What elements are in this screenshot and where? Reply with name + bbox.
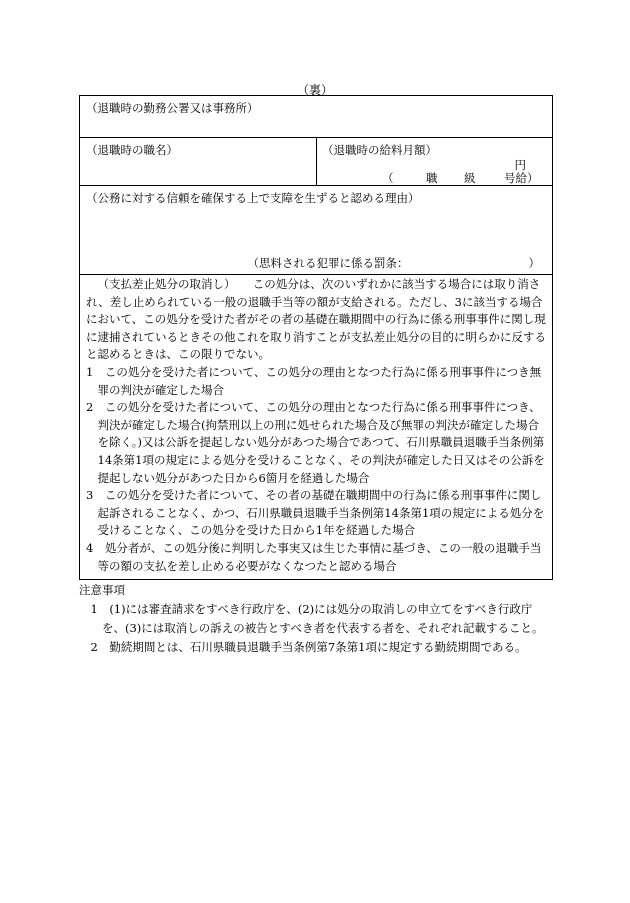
salary-label: （退職時の給料月額） (322, 143, 437, 157)
grade-gou: 号給） (504, 171, 539, 185)
workplace-row (80, 96, 552, 138)
position-salary-row (80, 138, 552, 186)
position-label: （退職時の職名） (86, 143, 178, 157)
notes-section (79, 581, 553, 657)
note-item: 2 勤続期間とは、石川県職員退職手当条例第7条第1項に規定する勤続期間である。 (90, 640, 527, 654)
crime-label: （思料される犯罪に係る罰条： (247, 256, 409, 270)
cancel-paragraph: （支払差止処分の取消し） この処分は、次のいずれかに該当する場合には取り消され、差し止められている一般の退職手当等の額が支給される。ただし、3に該当する場合において、この処分を受けた者がその者の基礎在職期間中の行為に係る刑事事件に関し現に逮捕されているときその他これを取り消すことが支払差止処分の目的に明らかに反すると認めるときは、この限りでない。 (86, 277, 546, 362)
note-item: 1 (1)には審査請求をすべき行政庁を、(2)には処分の取消しの申立てをすべき行政庁を、(3)には取消しの訴えの被告とすべき者を代表する者を、それぞれ記載すること。 (90, 602, 544, 635)
reason-label: （公務に対する信頼を確保する上で支障を生ずると認める理由） (86, 191, 420, 205)
crime-close: ） (528, 256, 540, 270)
workplace-label: （退職時の勤務公署又は事務所） (86, 101, 259, 115)
reason-row (80, 186, 552, 275)
condition-item: 1 この処分を受けた者について、この処分の理由となつた行為に係る刑事事件につき無罪の判決が確定した場合 (86, 364, 542, 397)
form-table (79, 95, 553, 580)
cancel-conditions (86, 276, 546, 575)
grade-open: （ (382, 171, 394, 185)
crime-clause (248, 255, 541, 271)
condition-item: 4 処分者が、この処分後に判明した事実又は生じた事情に基づき、この一般の退職手当等の額の支払を差し止める必要がなくなつたと認める場合 (86, 540, 542, 573)
cell-divider (316, 138, 317, 185)
condition-item: 2 この処分を受けた者について、この処分の理由となつた行為に係る刑事事件につき、判決が確定した場合(拘禁刑以上の刑に処せられた場合及び無罪の判決が確定した場合を除く。)又は公訴を提起しない処分があつた場合であつて、石川県職員退職手当条例第14条第1項の規定による処分を受けることなく、その判決が確定した日又はその公訴を提起しない処分があつた日から6箇月を経過した場合 (86, 400, 545, 485)
yen-unit: 円 (514, 158, 526, 172)
side-title: （裏） (296, 83, 333, 97)
notes-heading: 注意事項 (79, 583, 125, 597)
grade-kyu: 級 (464, 171, 476, 185)
condition-item: 3 この処分を受けた者について、その者の基礎在職期間中の行為に係る刑事事件に関し起訴されることなく、かつ、石川県職員退職手当条例第14条第1項の規定による処分を受けることなく、この処分を受けた日から1年を経過した場合 (86, 488, 545, 538)
grade-shoku: 職 (426, 171, 438, 185)
